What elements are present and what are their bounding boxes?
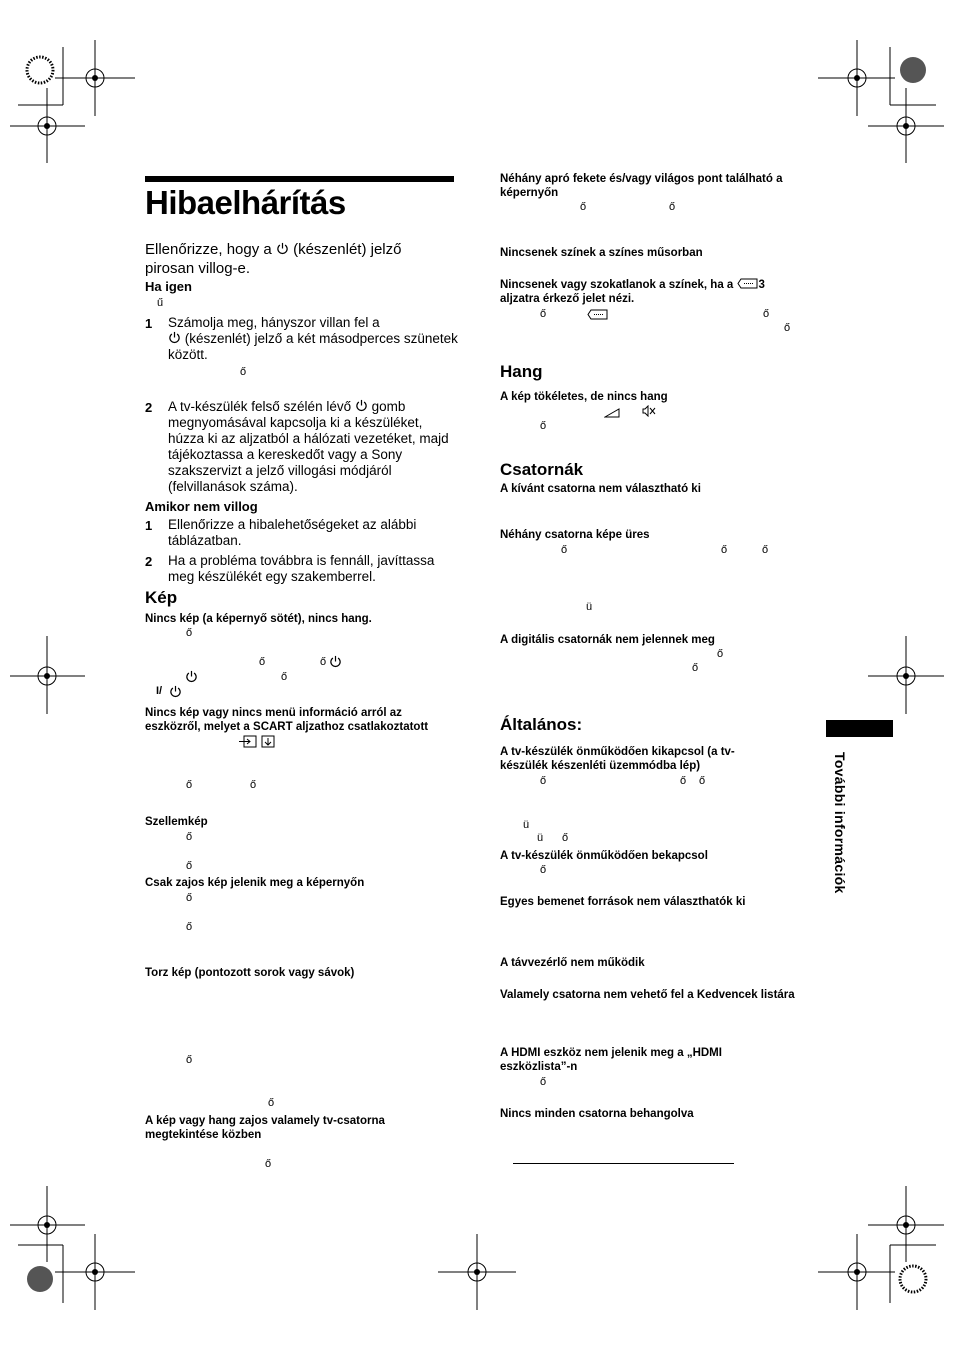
fragment-o: ő bbox=[717, 648, 724, 660]
fragment-o: ő bbox=[186, 779, 193, 791]
issue-heading: Valamely csatorna nem vehető fel a Kedvencek listára bbox=[500, 989, 795, 1001]
issue-heading-after: aljzatra érkező jelet nézi. bbox=[500, 293, 635, 305]
page-title: Hibaelhárítás bbox=[145, 184, 346, 221]
fragment-o: ő bbox=[562, 832, 569, 844]
issue-heading: A kívánt csatorna nem választható ki bbox=[500, 483, 701, 495]
standby-icon bbox=[169, 685, 182, 698]
standby-icon bbox=[329, 655, 342, 668]
issue-heading: A kép vagy hang zajos valamely tv-csatorna megtekintése közben bbox=[145, 1115, 385, 1141]
fragment-o: ő bbox=[240, 366, 247, 378]
fragment-u: ü bbox=[586, 601, 593, 613]
step-number: 1 bbox=[145, 518, 153, 533]
amikor-heading: Amikor nem villog bbox=[145, 499, 258, 514]
issue-heading: A kép tökéletes, de nincs hang bbox=[500, 391, 668, 403]
fragment-o: ő bbox=[186, 921, 193, 933]
fragment-o: ő bbox=[699, 775, 706, 787]
intro-text bbox=[145, 240, 445, 278]
fragment-o: ő bbox=[721, 544, 728, 556]
issue-heading: Nincsenek színek a színes műsorban bbox=[500, 247, 703, 259]
issue-heading: Szellemkép bbox=[145, 816, 208, 828]
step-text bbox=[168, 315, 458, 363]
intro-before: Ellenőrizze, hogy a bbox=[145, 241, 272, 258]
fragment-u: ü bbox=[523, 819, 530, 831]
issue-heading: Nincs kép (a képernyő sötét), nincs hang. bbox=[145, 613, 372, 625]
fragment-o: ő bbox=[320, 656, 327, 668]
step-number: 1 bbox=[145, 316, 153, 331]
issue-heading: A digitális csatornák nem jelennek meg bbox=[500, 634, 715, 646]
fragment-o: ő bbox=[268, 1097, 275, 1109]
footnote-rule bbox=[513, 1163, 734, 1164]
fragment-o: ő bbox=[692, 662, 699, 674]
section-heading-altalanos: Általános: bbox=[500, 715, 583, 734]
fragment-o: ő bbox=[784, 322, 791, 334]
issue-heading: Nincs minden csatorna behangolva bbox=[500, 1108, 694, 1120]
step-number: 2 bbox=[145, 400, 153, 415]
fragment-o: ő bbox=[540, 420, 547, 432]
issue-heading: Néhány csatorna képe üres bbox=[500, 529, 650, 541]
fragment-o: ő bbox=[763, 308, 770, 320]
scart-icon bbox=[737, 278, 759, 289]
fragment-o: ő bbox=[259, 656, 266, 668]
fragment-o: ő bbox=[186, 892, 193, 904]
section-heading-csatornak: Csatornák bbox=[500, 460, 584, 479]
step-text-after: gomb megnyomásával kapcsolja ki a készüléket, húzza ki az aljzatból a hálózati vezetéket, majd tájékoztassa a kereskedőt vagy a Sony szakszervizt a jelző villogási módjáról (felvillanások száma). bbox=[168, 399, 449, 494]
mute-icon bbox=[642, 405, 656, 417]
step-text: Ha a probléma továbbra is fennáll, javíttassa meg készülékét egy szakemberrel. bbox=[168, 553, 435, 584]
fragment-on-standby: I/ bbox=[156, 685, 163, 697]
step-text: Ellenőrizze a hibalehetőségeket az alábbi táblázatban. bbox=[168, 517, 417, 548]
section-heading-hang: Hang bbox=[500, 362, 543, 381]
fragment-o: ő bbox=[540, 1076, 547, 1088]
fragment-o: ő bbox=[186, 627, 193, 639]
fragment-o: ő bbox=[561, 544, 568, 556]
scart-icon bbox=[587, 309, 609, 320]
fragment-o: ő bbox=[669, 201, 676, 213]
power-icon bbox=[355, 399, 368, 412]
fragment-o: ő bbox=[540, 864, 547, 876]
fragment-o: ő bbox=[281, 671, 288, 683]
fragment-o: ő bbox=[680, 775, 687, 787]
issue-heading: A tv-készülék önműködően kikapcsol (a tv-készülék készenléti üzemmódba lép) bbox=[500, 746, 735, 772]
issue-heading: A HDMI eszköz nem jelenik meg a „HDMI eszközlista”-n bbox=[500, 1047, 722, 1073]
issue-heading: Csak zajos kép jelenik meg a képernyőn bbox=[145, 877, 365, 889]
fragment-o: ő bbox=[186, 831, 193, 843]
input-icon bbox=[238, 735, 278, 749]
issue-heading: A távvezérlő nem működik bbox=[500, 957, 645, 969]
issue-heading: A tv-készülék önműködően bekapcsol bbox=[500, 850, 708, 862]
step-text-before: A tv-készülék felső szélén lévő bbox=[168, 399, 352, 414]
issue-heading bbox=[500, 278, 810, 306]
title-rule bbox=[145, 176, 454, 182]
standby-icon bbox=[276, 242, 289, 255]
issue-heading: Egyes bemenet források nem választhatók ki bbox=[500, 896, 746, 908]
fragment-o: ő bbox=[580, 201, 587, 213]
section-tab bbox=[826, 720, 893, 737]
fragment-u: ű bbox=[157, 297, 164, 309]
step-text-after: (készenlét) jelző a két másodperces szünetek között. bbox=[168, 331, 458, 362]
section-heading-kep: Kép bbox=[145, 588, 178, 607]
intro-after: (készenlét) jelző pirosan villog-e. bbox=[145, 241, 402, 277]
scart-number: 3 bbox=[758, 279, 765, 291]
fragment-o: ő bbox=[762, 544, 769, 556]
sidebar-label: További információk bbox=[832, 752, 848, 894]
fragment-u: ü bbox=[537, 832, 544, 844]
standby-icon bbox=[185, 670, 198, 683]
issue-heading: Néhány apró fekete és/vagy világos pont található a képernyőn bbox=[500, 173, 783, 199]
volume-icon bbox=[604, 408, 620, 418]
step-text bbox=[168, 399, 458, 495]
issue-heading-before: Nincsenek vagy szokatlanok a színek, ha a bbox=[500, 279, 734, 291]
standby-icon bbox=[168, 331, 181, 344]
fragment-o: ő bbox=[250, 779, 257, 791]
issue-heading: Nincs kép vagy nincs menü információ arról az eszközről, melyet a SCART aljzathoz csatlakoztatott bbox=[145, 707, 429, 733]
ha-igen-heading: Ha igen bbox=[145, 279, 192, 294]
step-text-before: Számolja meg, hányszor villan fel a bbox=[168, 315, 380, 330]
fragment-o: ő bbox=[186, 860, 193, 872]
step-number: 2 bbox=[145, 554, 153, 569]
fragment-o: ő bbox=[186, 1054, 193, 1066]
fragment-o: ő bbox=[540, 775, 547, 787]
issue-heading: Torz kép (pontozott sorok vagy sávok) bbox=[145, 967, 355, 979]
fragment-o: ő bbox=[540, 308, 547, 320]
fragment-o: ő bbox=[265, 1158, 272, 1170]
